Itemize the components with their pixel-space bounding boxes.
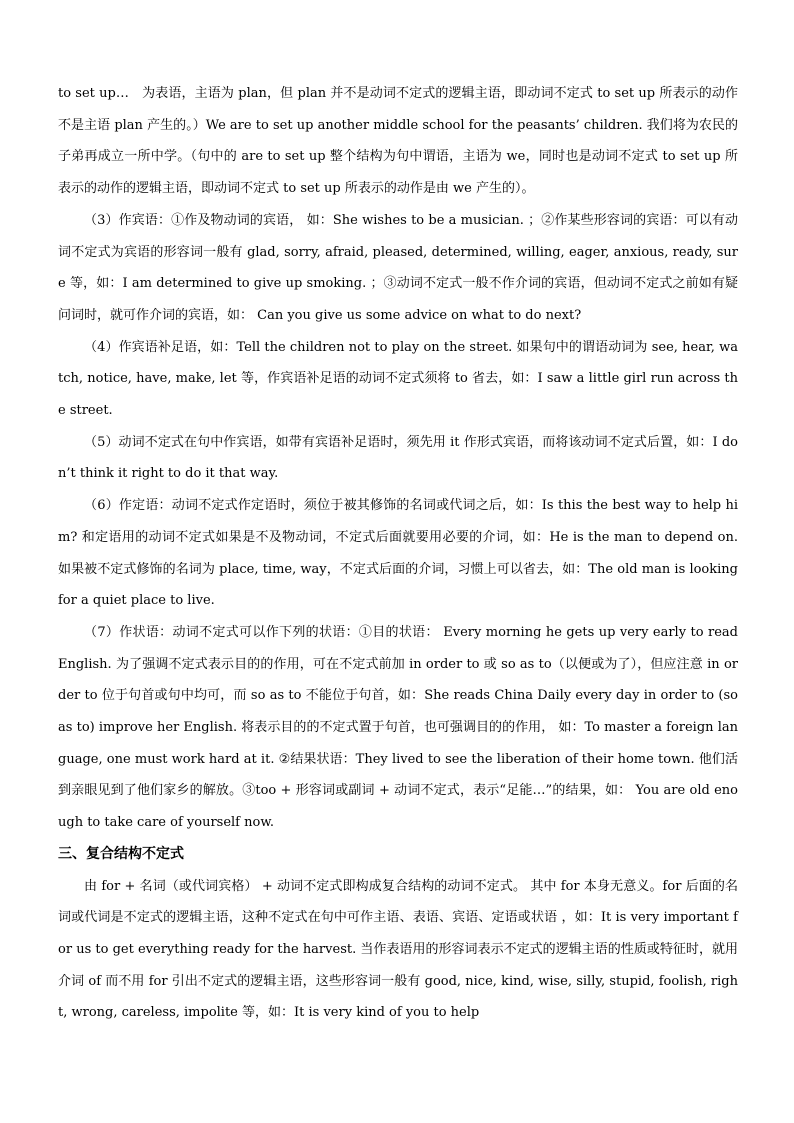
paragraph-predicative-continued: to set up… 为表语，主语为 plan，但 plan 并不是动词不定式的逻辑主语，即动词不定式 to set up 所表示的动作不是主语 plan 产生的。）We are to set up another middle school for the peasants’ children. 我们将为农民的子弟再成立一所中学。（句中的 are to set up 整个结构为句中谓语，主语为 we，同时也是动词不定式 to set up 所表示的动作的逻辑主语，即动词不定式 to set up 所表示的动作是由 we 产生的）。 <box>58 86 738 197</box>
section-heading-compound-infinitive: 三、复合结构不定式 <box>58 845 184 862</box>
paragraph-formal-object: （5）动词不定式在句中作宾语，如带有宾语补足语时，须先用 it 作形式宾语，而将该动词不定式后置，如：I don’t think it right to do it that way. <box>58 434 738 482</box>
paragraph-object: （3）作宾语：①作及物动词的宾语， 如：She wishes to be a musician. ；②作某些形容词的宾语：可以有动词不定式为宾语的形容词一般有 glad, sorry, afraid, pleased, determined, willing, eager, anxious, ready, sure 等，如：I am determined to give up smoking. ；③动词不定式一般不作介词的宾语，但动词不定式之前如有疑问词时，就可作介词的宾语，如： Can you give us some advice on what to do next? <box>58 212 738 323</box>
paragraph-object-complement: （4）作宾语补足语，如：Tell the children not to play on the street. 如果句中的谓语动词为 see, hear, watch, notice, have, make, let 等，作宾语补足语的动词不定式须将 to 省去，如：I saw a little girl run across the street. <box>58 339 738 419</box>
document-body <box>58 78 738 1029</box>
paragraph-attribute: （6）作定语：动词不定式作定语时，须位于被其修饰的名词或代词之后，如：Is this the best way to help him? 和定语用的动词不定式如果是不及物动词，不定式后面就要用必要的介词，如：He is the man to depend on. 如果被不定式修饰的名词为 place, time, way，不定式后面的介词，习惯上可以省去，如：The old man is looking for a quiet place to live. <box>58 498 738 609</box>
paragraph-compound-infinitive: 由 for + 名词（或代词宾格） + 动词不定式即构成复合结构的动词不定式。 其中 for 本身无意义。for 后面的名词或代词是不定式的逻辑主语，这种不定式在句中可作主语、表语、宾语、定语或状语 ，如：It is very important for us to get everything ready for the harvest. 当作表语用的形容词表示不定式的逻辑主语的性质或特征时，就用介词 of 而不用 for 引出不定式的逻辑主语，这些形容词一般有 good, nice, kind, wise, silly, stupid, foolish, right, wrong, careless, impolite 等，如：It is very kind of you to help <box>58 878 738 1021</box>
paragraph-adverbial: （7）作状语：动词不定式可以作下列的状语：①目的状语： Every morning he gets up very early to read English. 为了强调不定式表示目的的作用，可在不定式前加 in order to 或 so as to（以便或为了），但应注意 in order to 位于句首或句中均可，而 so as to 不能位于句首，如：She reads China Daily every day in order to (so as to) improve her English. 将表示目的的不定式置于句首，也可强调目的的作用， 如：To master a foreign language, one must work hard at it. ②结果状语：They lived to see the liberation of their home town. 他们活到亲眼见到了他们家乡的解放。③too + 形容词或副词 + 动词不定式，表示“足能…”的结果，如： You are old enough to take care of yourself now. <box>58 624 738 831</box>
